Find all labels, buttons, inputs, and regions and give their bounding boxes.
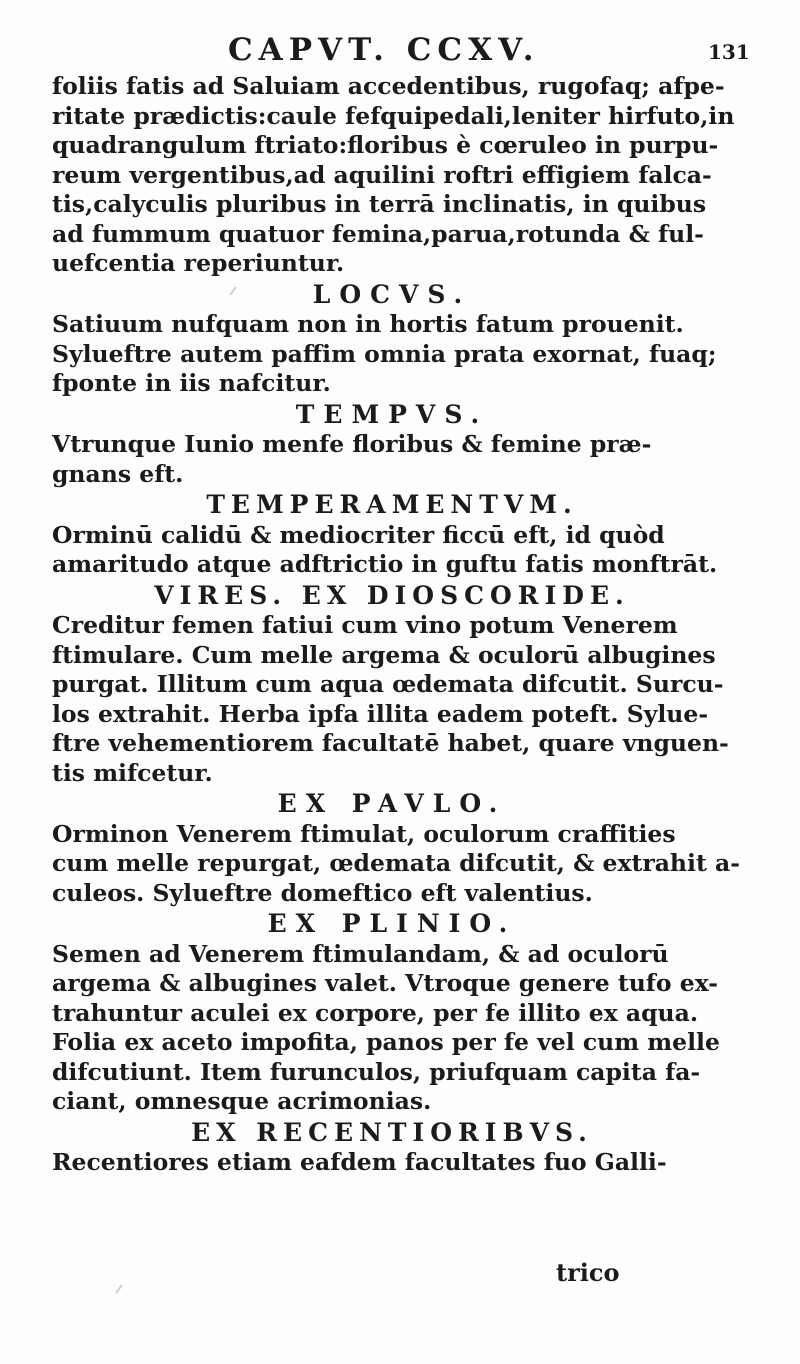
section-heading: VIRES. EX DIOSCORIDE. <box>154 580 630 610</box>
section-heading: TEMPVS. <box>295 399 489 429</box>
text-line: ftre vehementiorem facultatē habet, quare vnguen- <box>52 729 729 757</box>
running-head: CAPVT. CCXV. <box>228 32 540 68</box>
text-line: ciant, omnesque acrimonias. <box>52 1087 432 1115</box>
text-line: Orminū calidū & mediocriter ficcū eft, id quòd <box>52 520 665 549</box>
text-line: Orminon Venerem ftimulat, oculorum craffities <box>52 819 676 848</box>
text-line: Semen ad Venerem ftimulandam, & ad oculorū <box>52 939 669 968</box>
text-line: cum melle repurgat, œdemata difcutit, & extrahit a- <box>52 849 740 877</box>
text-line: los extrahit. Herba ipfa illita eadem poteft. Sylue- <box>52 699 709 728</box>
text-line: Creditur femen fatiui cum vino potum Venerem <box>52 611 678 639</box>
page-header <box>0 32 800 72</box>
text-line: quadrangulum ftriato:floribus è cœruleo in purpu- <box>52 131 719 159</box>
text-line: tis mifcetur. <box>52 758 213 787</box>
catchword: trico <box>556 1258 620 1287</box>
text-line: uefcentia reperiuntur. <box>52 249 345 277</box>
section-heading: EX PLINIO. <box>267 909 517 938</box>
text-line: trahuntur aculei ex corpore, per fe illito ex aqua. <box>52 998 699 1027</box>
text-line: Vtrunque Iunio menfe floribus & femine præ- <box>52 430 652 458</box>
text-line: tis,calyculis pluribus in terrā inclinatis, in quibus <box>52 190 707 218</box>
section-heading: EX PAVLO. <box>277 789 507 818</box>
text-line: reum vergentibus,ad aquilini roftri effigiem falca- <box>52 160 712 189</box>
text-line: ad fummum quatuor femina,parua,rotunda & ful- <box>52 219 704 248</box>
text-line: Folia ex aceto impofita, panos per fe vel cum melle <box>52 1028 720 1056</box>
section-heading: TEMPERAMENTVM. <box>206 490 578 519</box>
text-line: ftimulare. Cum melle argema & oculorū albugines <box>52 640 716 669</box>
text-line: difcutiunt. Item furunculos, priufquam capita fa- <box>52 1057 701 1086</box>
text-line: ritate prædictis:caule fefquipedali,leniter hirfuto,in <box>52 101 735 130</box>
text-line: argema & albugines valet. Vtroque genere tufo ex- <box>52 969 719 997</box>
text-line: fponte in iis nafcitur. <box>52 369 331 397</box>
section-heading: EX RECENTIORIBVS. <box>191 1117 593 1147</box>
text-line: Recentiores etiam eafdem facultates fuo Galli- <box>52 1148 667 1176</box>
text-line: Satiuum nufquam non in hortis fatum prouenit. <box>52 310 684 338</box>
text-line: purgat. Illitum cum aqua œdemata difcutit. Surcu- <box>52 670 724 698</box>
text-line: gnans eft. <box>52 459 184 488</box>
text-line: Sylueftre autem paffim omnia prata exornat, fuaq; <box>52 339 717 368</box>
text-line: foliis fatis ad Saluiam accedentibus, rugofaq; afpe- <box>52 72 725 100</box>
text-line: amaritudo atque adftrictio in guftu fatis monftrāt. <box>52 550 718 578</box>
section-heading: LOCVS. <box>312 279 472 309</box>
text-line: culeos. Sylueftre domeftico eft valentius. <box>52 878 593 907</box>
body-text <box>52 72 740 1178</box>
ink-smudge <box>115 1284 122 1293</box>
folio-number: 131 <box>708 40 750 64</box>
